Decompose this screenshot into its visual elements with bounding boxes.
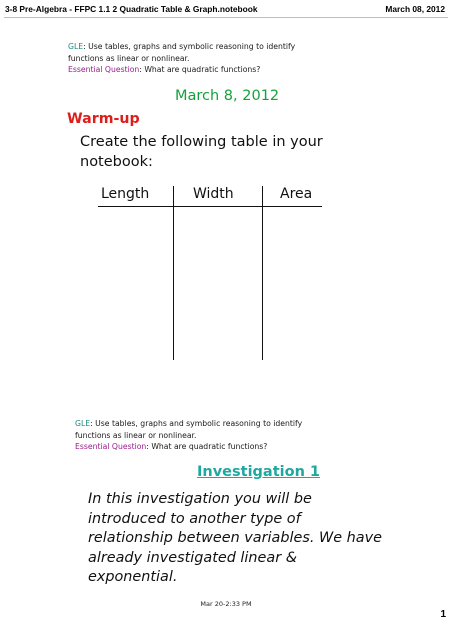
table-header-width: Width	[193, 186, 234, 202]
instruction-line: Create the following table in your	[80, 134, 323, 150]
gle-block-top	[68, 41, 295, 76]
investigation-line: exponential.	[88, 569, 178, 585]
table-header-rule	[98, 206, 322, 207]
table-header-length: Length	[101, 186, 150, 202]
gle-line-1	[68, 41, 295, 53]
investigation-line: In this investigation you will be	[88, 491, 312, 507]
investigation-line: relationship between variables. We have	[88, 530, 382, 546]
gle-label: GLE	[68, 42, 84, 51]
page-number: 1	[440, 609, 446, 620]
table-column-divider	[262, 186, 263, 360]
document-title: 3-8 Pre-Algebra - FFPC 1.1 2 Quadratic Table & Graph.notebook	[5, 4, 258, 14]
investigation-line: introduced to another type of	[88, 510, 301, 527]
header-date: March 08, 2012	[385, 4, 445, 14]
gle-text: : Use tables, graphs and symbolic reasoning to identify	[90, 419, 303, 428]
essential-question	[75, 441, 302, 453]
gle-text: : Use tables, graphs and symbolic reasoning to identify	[83, 42, 296, 51]
gle-line-1	[75, 418, 302, 430]
investigation-title: Investigation 1	[197, 464, 321, 480]
warmup-heading: Warm-up	[67, 111, 140, 127]
warmup-instruction	[80, 132, 323, 172]
gle-line-2: functions as linear or nonlinear.	[68, 53, 190, 63]
instruction-line: notebook:	[80, 154, 153, 170]
essential-question	[68, 64, 295, 76]
gle-label: GLE	[75, 419, 91, 428]
table-column-divider	[173, 186, 174, 360]
essential-question-text: : What are quadratic functions?	[139, 65, 261, 74]
table-header-area: Area	[280, 186, 313, 202]
gle-block-bottom	[75, 418, 302, 453]
date-title: March 8, 2012	[175, 88, 280, 104]
investigation-line: already investigated linear &	[88, 549, 297, 566]
header-divider	[4, 17, 448, 18]
investigation-text	[88, 490, 382, 588]
essential-question-label: Essential Question	[68, 65, 140, 74]
essential-question-text: : What are quadratic functions?	[146, 442, 268, 451]
footer-timestamp: Mar 20-2:33 PM	[200, 600, 252, 608]
essential-question-label: Essential Question	[75, 442, 147, 451]
gle-line-2: functions as linear or nonlinear.	[75, 430, 197, 440]
